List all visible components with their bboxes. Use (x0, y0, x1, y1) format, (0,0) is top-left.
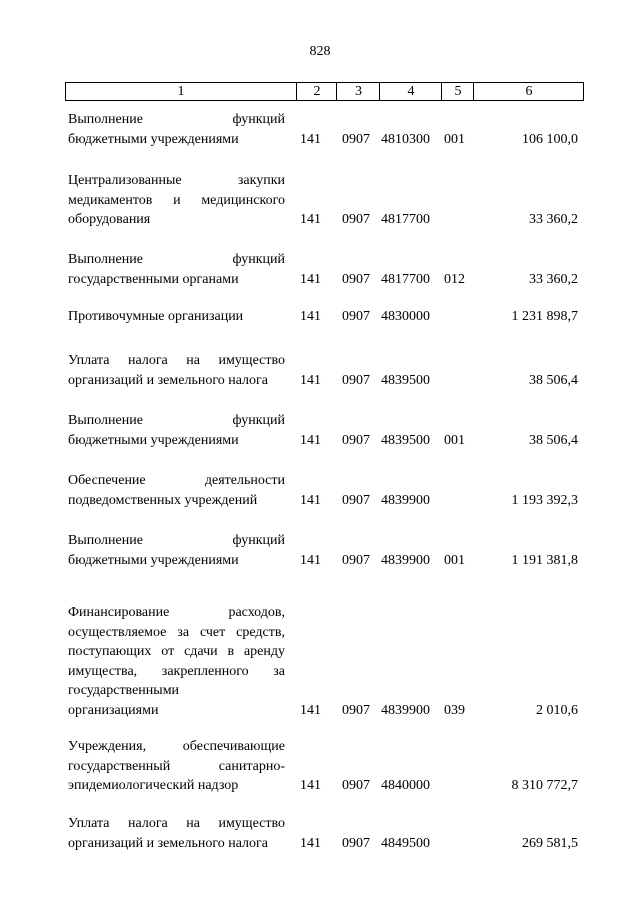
amount: 1 193 392,3 (511, 492, 578, 508)
code-section: 0907 (342, 271, 370, 287)
code-admin: 141 (300, 835, 321, 851)
code-section: 0907 (342, 131, 370, 147)
description-line: бюджетными учреждениями (68, 131, 239, 147)
description-line: организаций и земельного налога (68, 835, 268, 851)
description-line: оборудования (68, 212, 151, 227)
amount: 1 191 381,8 (511, 552, 578, 568)
description-line: подведомственных учреждений (68, 492, 258, 508)
header-col-5: 5 (441, 83, 474, 100)
code-section: 0907 (342, 492, 370, 508)
amount: 33 360,2 (529, 271, 578, 287)
amount: 38 506,4 (529, 372, 578, 388)
code-expense-type: 001 (444, 131, 465, 147)
page-number: 828 (309, 44, 331, 59)
code-target: 4839500 (381, 372, 430, 388)
description-line: Уплата налога на имущество (68, 353, 285, 368)
row-description (68, 171, 285, 230)
header-col-1: 1 (177, 84, 185, 99)
amount: 8 310 772,7 (511, 778, 578, 793)
row-description (68, 411, 285, 450)
code-target: 4839500 (381, 432, 430, 448)
code-target: 4810300 (381, 131, 430, 147)
code-section: 0907 (342, 212, 370, 227)
description-line: медикаментов и медицинского (68, 192, 285, 208)
description-line: государственными органами (68, 271, 239, 287)
code-target: 4849500 (381, 835, 430, 851)
description-line: Уплата налога на имущество (68, 816, 285, 831)
code-admin: 141 (300, 432, 321, 448)
amount: 1 231 898,7 (511, 309, 578, 324)
header-col-4: 4 (379, 83, 442, 100)
code-admin: 141 (300, 492, 321, 508)
description-line: государственный санитарно- (68, 758, 285, 774)
row-description (68, 471, 285, 510)
amount: 106 100,0 (522, 131, 578, 147)
description-line: Выполнение функций (68, 533, 285, 548)
description-line: Выполнение функций (68, 112, 285, 127)
code-admin: 141 (300, 271, 321, 287)
code-target: 4839900 (381, 552, 430, 568)
description-line: осуществляемое за счет средств, (68, 624, 285, 640)
code-section: 0907 (342, 309, 370, 324)
description-line: организациями (68, 702, 159, 718)
description-line: Выполнение функций (68, 413, 285, 428)
description-line: Централизованные закупки (68, 173, 285, 188)
code-section: 0907 (342, 432, 370, 448)
code-target: 4817700 (381, 271, 430, 287)
code-admin: 141 (300, 372, 321, 388)
code-target: 4839900 (381, 702, 430, 718)
row-description (68, 814, 285, 853)
code-target: 4817700 (381, 212, 430, 227)
description-line: поступающих от сдачи в аренду (68, 644, 285, 659)
description-line: организаций и земельного налога (68, 372, 268, 388)
code-expense-type: 001 (444, 552, 465, 568)
description-line: Противочумные организации (68, 309, 244, 324)
description-line: эпидемиологический надзор (68, 778, 239, 793)
code-expense-type: 039 (444, 702, 465, 718)
header-col-3: 3 (336, 83, 380, 100)
code-section: 0907 (342, 552, 370, 568)
code-expense-type: 001 (444, 432, 465, 448)
description-line: бюджетными учреждениями (68, 432, 239, 448)
code-target: 4840000 (381, 778, 430, 793)
description-line: Финансирование расходов, (68, 605, 285, 620)
description-line: Учреждения, обеспечивающие (68, 739, 285, 754)
amount: 2 010,6 (536, 702, 578, 718)
header-col-6: 6 (473, 83, 584, 100)
row-description (68, 250, 285, 289)
row-description (68, 351, 285, 390)
description-line: государственными (68, 683, 180, 698)
code-target: 4839900 (381, 492, 430, 508)
code-target: 4830000 (381, 309, 430, 324)
header-col-2: 2 (296, 83, 337, 100)
row-description (68, 603, 285, 720)
description-line: бюджетными учреждениями (68, 552, 239, 568)
code-expense-type: 012 (444, 271, 465, 287)
row-description (68, 531, 285, 570)
code-section: 0907 (342, 835, 370, 851)
code-section: 0907 (342, 778, 370, 793)
description-line: Обеспечение деятельности (68, 473, 285, 488)
code-section: 0907 (342, 372, 370, 388)
code-admin: 141 (300, 552, 321, 568)
amount: 38 506,4 (529, 432, 578, 448)
description-line: Выполнение функций (68, 252, 285, 267)
row-description (68, 110, 285, 149)
table-header (65, 82, 584, 101)
row-description (68, 737, 285, 796)
amount: 269 581,5 (522, 835, 578, 851)
code-section: 0907 (342, 702, 370, 718)
code-admin: 141 (300, 778, 321, 793)
row-description (68, 307, 285, 327)
amount: 33 360,2 (529, 212, 578, 227)
code-admin: 141 (300, 131, 321, 147)
code-admin: 141 (300, 702, 321, 718)
code-admin: 141 (300, 309, 321, 324)
code-admin: 141 (300, 212, 321, 227)
description-line: имущества, закрепленного за (68, 663, 285, 679)
